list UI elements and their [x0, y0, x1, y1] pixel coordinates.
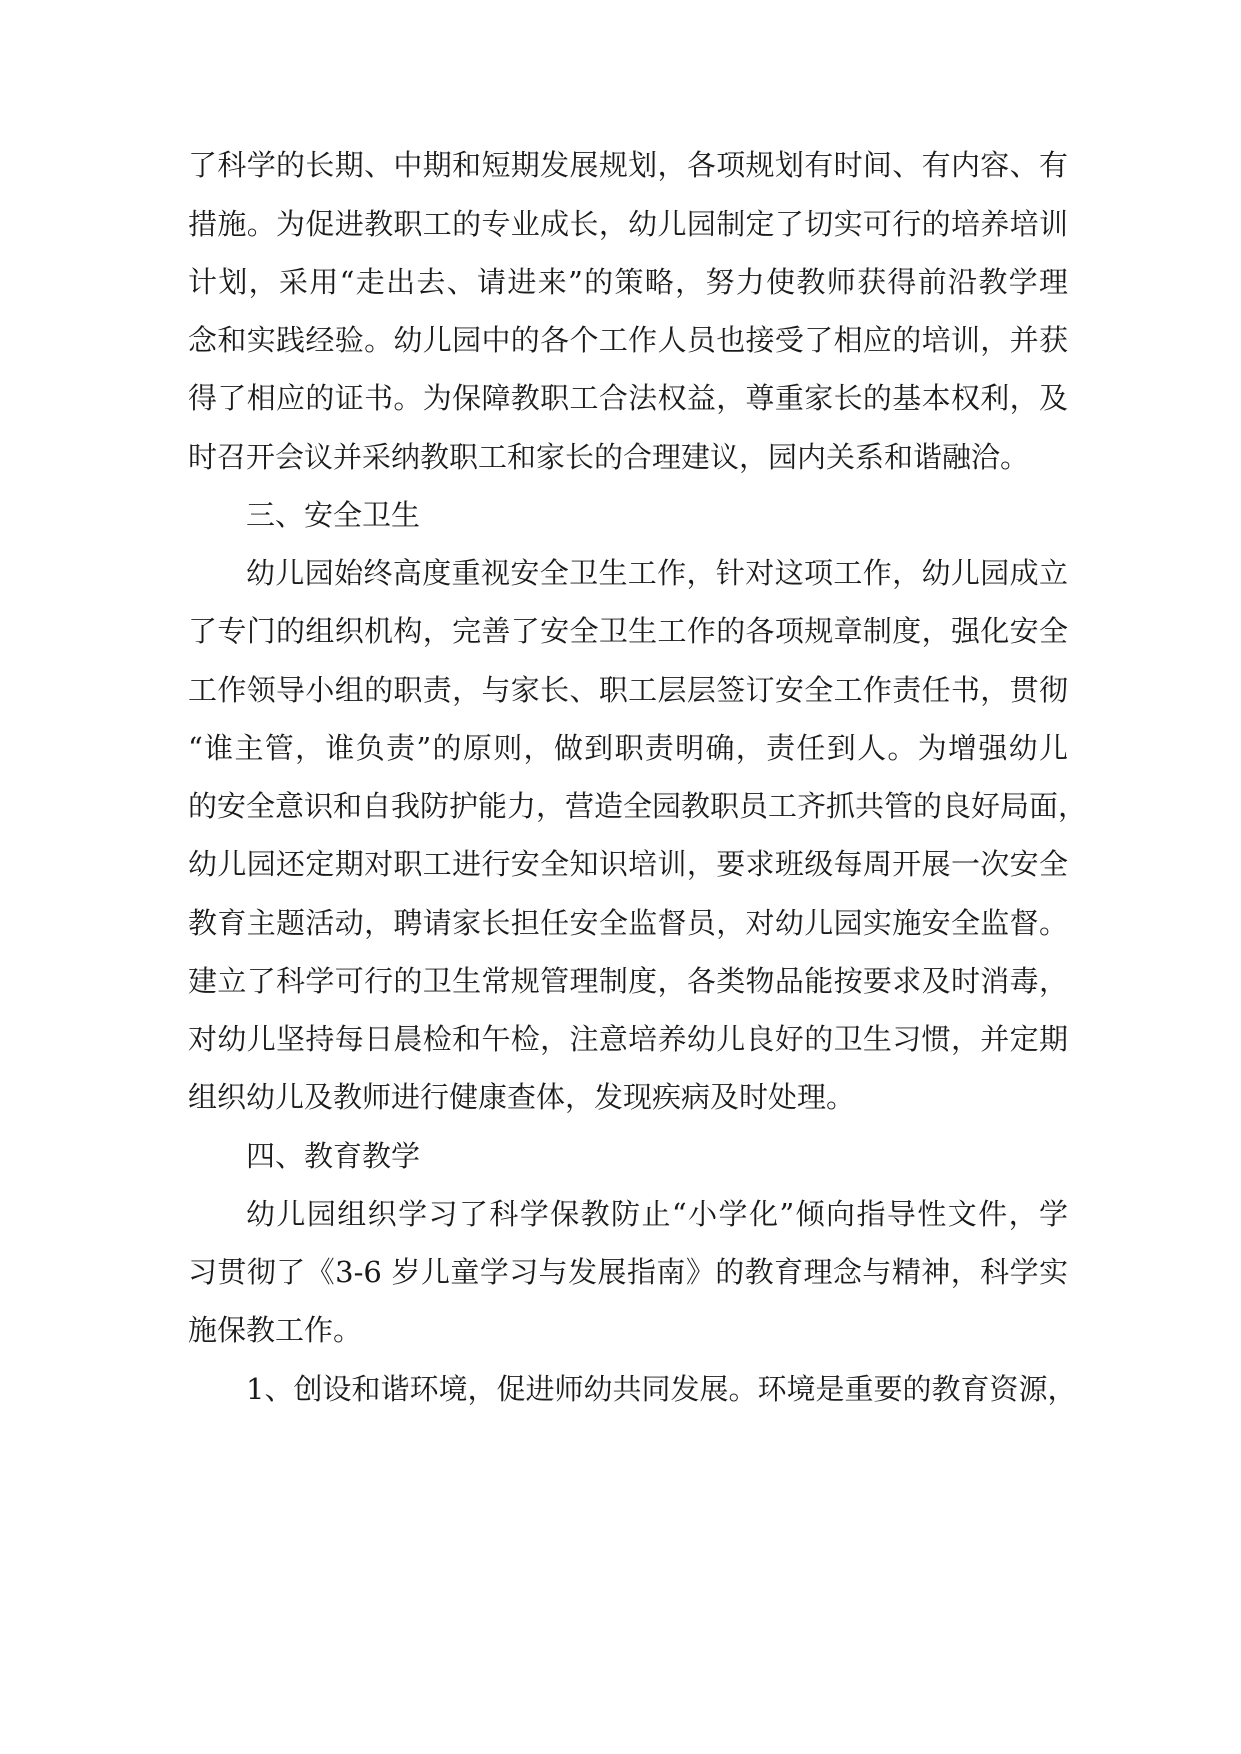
paragraph-line: 的安全意识和自我防护能力，营造全园教职员工齐抓共管的良好局面， [188, 789, 1088, 823]
paragraph-line: 措施。为促进教职工的专业成长，幼儿园制定了切实可行的培养培训 [188, 207, 1068, 241]
section-heading: 三、安全卫生 [246, 498, 421, 532]
paragraph-line: 念和实践经验。幼儿园中的各个工作人员也接受了相应的培训，并获 [188, 323, 1068, 357]
paragraph-line: 幼儿园组织学习了科学保教防止“小学化”倾向指导性文件，学 [246, 1197, 1068, 1231]
section-heading: 四、教育教学 [246, 1139, 421, 1173]
paragraph-line: 得了相应的证书。为保障教职工合法权益，尊重家长的基本权利，及 [188, 381, 1068, 415]
paragraph-line: 1、创设和谐环境，促进师幼共同发展。环境是重要的教育资源， [246, 1372, 1077, 1406]
paragraph-line: 组织幼儿及教师进行健康查体，发现疾病及时处理。 [188, 1080, 856, 1114]
paragraph-line: 建立了科学可行的卫生常规管理制度，各类物品能按要求及时消毒， [188, 964, 1068, 998]
paragraph-line: 了科学的长期、中期和短期发展规划，各项规划有时间、有内容、有 [188, 148, 1068, 182]
paragraph-line: “谁主管，谁负责”的原则，做到职责明确，责任到人。为增强幼儿 [188, 731, 1068, 765]
paragraph-line: 时召开会议并采纳教职工和家长的合理建议，园内关系和谐融洽。 [188, 440, 1030, 474]
paragraph-line: 幼儿园始终高度重视安全卫生工作，针对这项工作，幼儿园成立 [246, 556, 1068, 590]
paragraph-line: 工作领导小组的职责，与家长、职工层层签订安全工作责任书，贯彻 [188, 673, 1068, 707]
paragraph-line: 习贯彻了《3-6 岁儿童学习与发展指南》的教育理念与精神，科学实 [188, 1255, 1068, 1289]
paragraph-line: 了专门的组织机构，完善了安全卫生工作的各项规章制度，强化安全 [188, 614, 1068, 648]
paragraph-line: 对幼儿坚持每日晨检和午检，注意培养幼儿良好的卫生习惯，并定期 [188, 1022, 1068, 1056]
paragraph-line: 教育主题活动，聘请家长担任安全监督员，对幼儿园实施安全监督。 [188, 906, 1068, 940]
paragraph-line: 计划，采用“走出去、请进来”的策略，努力使教师获得前沿教学理 [188, 265, 1068, 299]
paragraph-line: 施保教工作。 [188, 1313, 363, 1347]
paragraph-line: 幼儿园还定期对职工进行安全知识培训，要求班级每周开展一次安全 [188, 847, 1068, 881]
